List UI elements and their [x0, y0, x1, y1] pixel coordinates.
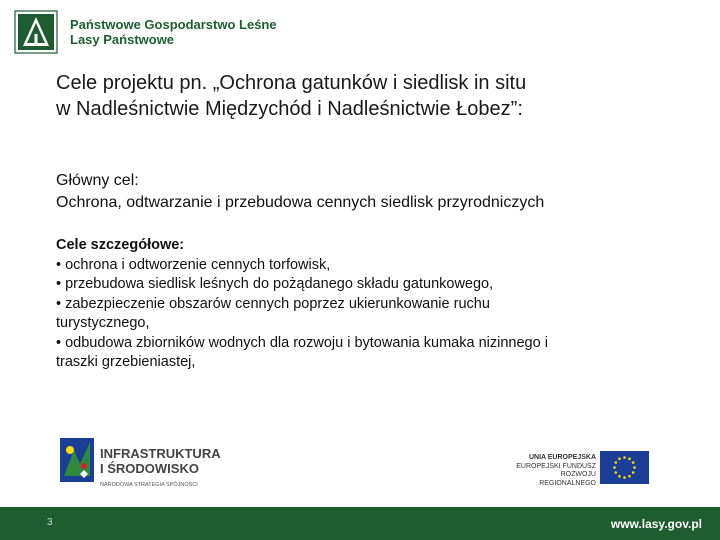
- detailed-goals-heading: Cele szczegółowe:: [56, 237, 185, 253]
- eu-flag-icon: [600, 451, 649, 484]
- main-goal-heading: Główny cel:: [56, 172, 139, 189]
- program-logo-line3: NARODOWA STRATEGIA SPÓJNOŚCI: [100, 482, 198, 488]
- eu-fund-line1: UNIA EUROPEJSKA: [528, 454, 596, 461]
- organization-name: [70, 17, 277, 47]
- slide-title-line2: w Nadleśnictwie Międzychód i Nadleśnictwie Łobez”:: [56, 98, 523, 120]
- program-logo-line1: INFRASTRUKTURA: [100, 446, 221, 461]
- detailed-goal-line: • odbudowa zbiorników wodnych dla rozwoju i bytowania kumaka nizinnego i: [56, 334, 548, 351]
- detailed-goal-line: • ochrona i odtworzenie cennych torfowisk,: [56, 256, 331, 273]
- footer-website-link[interactable]: www.lasy.gov.pl: [610, 517, 702, 531]
- main-goal-section: [56, 170, 696, 214]
- infrastruktura-srodowisko-logo: [60, 436, 260, 492]
- footer-bar: [0, 507, 720, 540]
- eu-fund-line2: EUROPEJSKI FUNDUSZ: [516, 462, 596, 470]
- slide-title-line1: Cele projektu pn. „Ochrona gatunków i siedlisk in situ: [56, 72, 527, 94]
- detailed-goals-section: [56, 236, 676, 373]
- detailed-goal-line: • przebudowa siedlisk leśnych do pożądanego składu gatunkowego,: [56, 276, 494, 292]
- detailed-goal-line: • zabezpieczenie obszarów cennych poprzez ukierunkowanie ruchu: [56, 295, 490, 312]
- eu-fund-text: [508, 454, 596, 488]
- program-logo-line2: I ŚRODOWISKO: [100, 461, 199, 476]
- eu-fund-line3: ROZWOJU REGIONALNEGO: [539, 471, 596, 487]
- detailed-goal-line: traszki grzebieniastej,: [56, 354, 196, 370]
- header: [0, 0, 720, 62]
- organization-name-line1: Państwowe Gospodarstwo Leśne: [70, 17, 277, 32]
- page-number: 3: [47, 517, 53, 528]
- slide-title: [56, 70, 696, 122]
- lasy-panstwowe-logo: [14, 10, 58, 54]
- detailed-goal-line: turystycznego,: [56, 315, 150, 331]
- organization-name-line2: Lasy Państwowe: [70, 32, 175, 47]
- main-goal-text: Ochrona, odtwarzanie i przebudowa cennych siedlisk przyrodniczych: [56, 194, 545, 211]
